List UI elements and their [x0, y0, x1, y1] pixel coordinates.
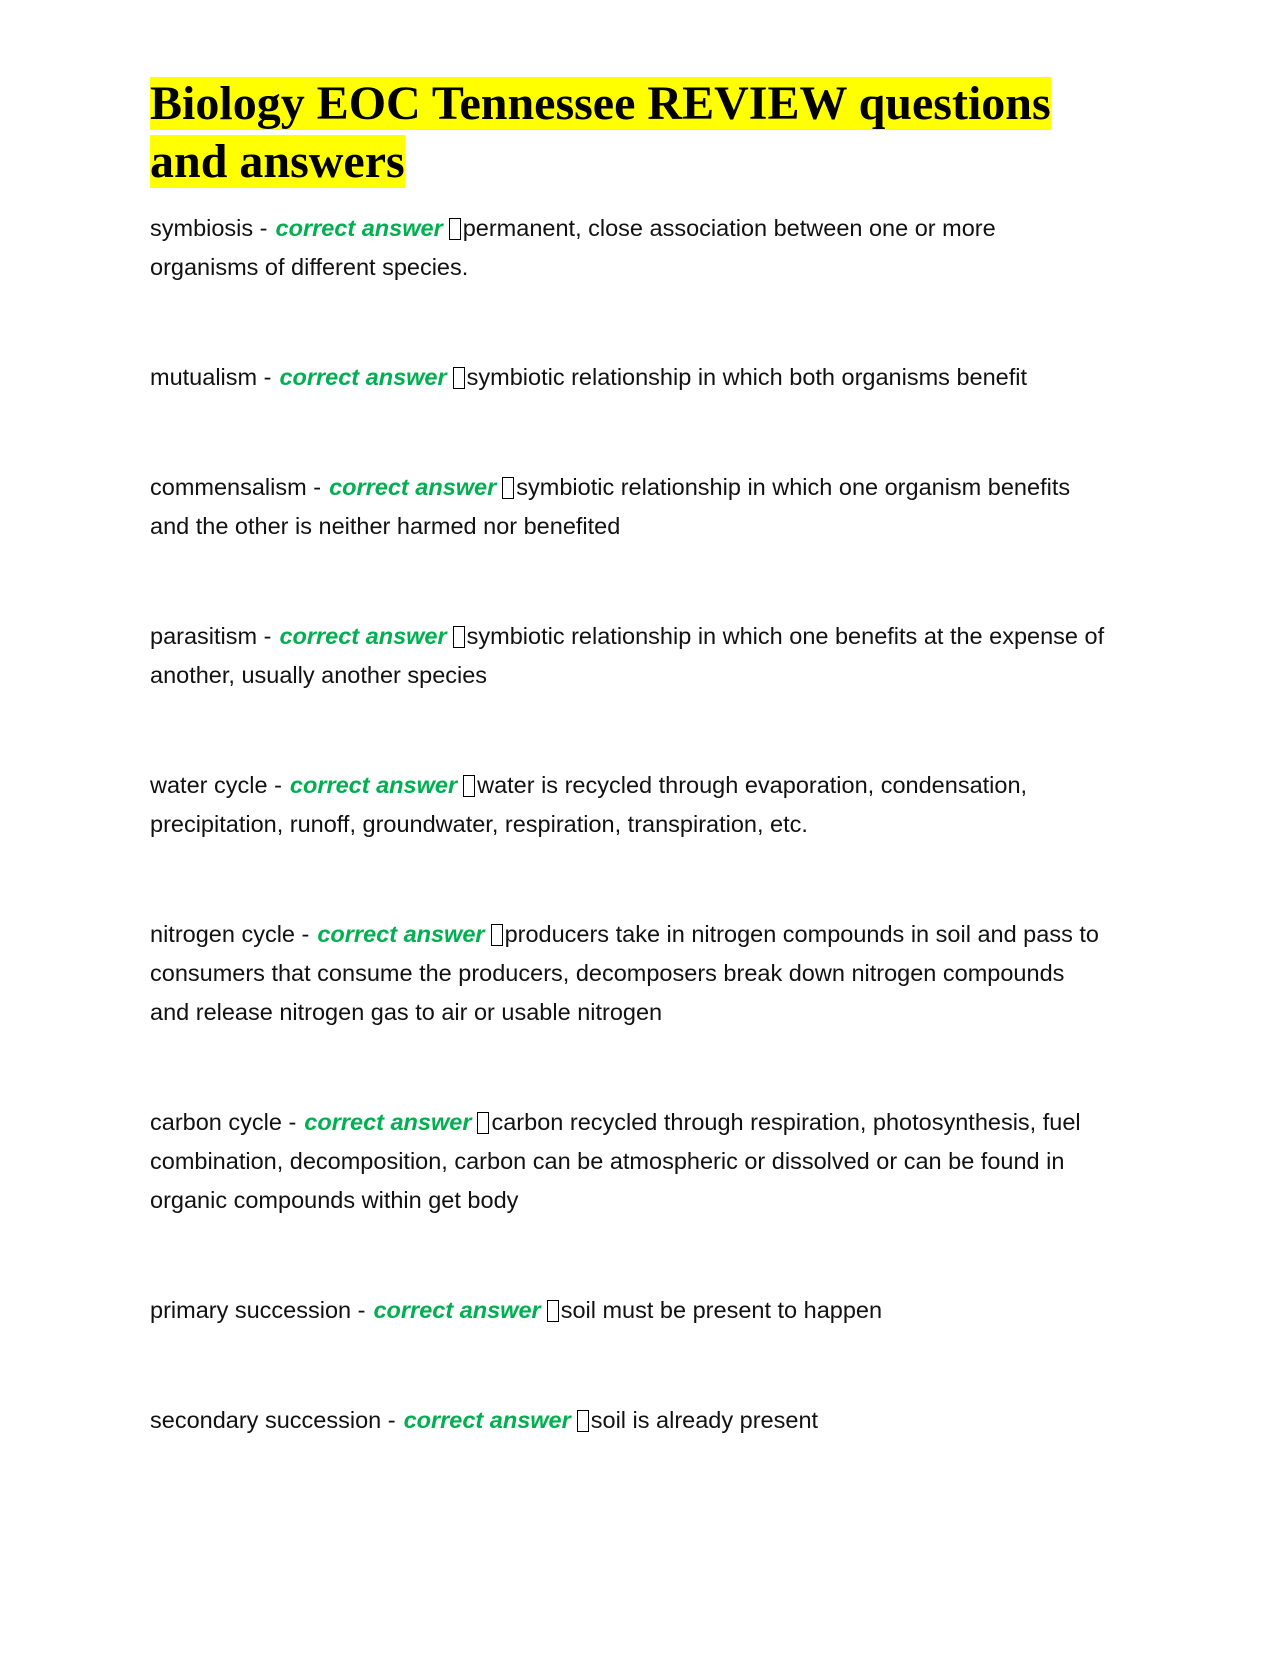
definition: producers take in nitrogen compounds in soil and pass to consumers that consume the producers, decomposers break down nitrogen compounds and release nitrogen gas to air or usable nitrogen — [150, 921, 1099, 1025]
correct-answer-label: correct answer — [317, 921, 485, 947]
title-text: Biology EOC Tennessee REVIEW questions and answers — [150, 77, 1051, 188]
qa-entry — [150, 1291, 1110, 1330]
missing-glyph-icon — [449, 218, 461, 240]
qa-entry — [150, 1401, 1110, 1440]
qa-entry — [150, 766, 1110, 844]
correct-answer-label: correct answer — [304, 1109, 472, 1135]
document-title — [150, 75, 1110, 191]
definition: permanent, close association between one or more organisms of different species. — [150, 215, 996, 280]
document-page — [150, 75, 1110, 1511]
definition: soil must be present to happen — [560, 1297, 883, 1323]
term: mutualism - — [150, 364, 272, 390]
qa-entry — [150, 1103, 1110, 1220]
correct-answer-label: correct answer — [289, 772, 458, 798]
term: nitrogen cycle - — [150, 921, 310, 947]
definition: water is recycled through evaporation, condensation, precipitation, runoff, groundwater, respiration, transpiration, etc. — [150, 772, 1028, 837]
term: water cycle - — [150, 772, 282, 798]
term: carbon cycle - — [150, 1109, 297, 1135]
definition: carbon recycled through respiration, photosynthesis, fuel combination, decomposition, carbon can be atmospheric or dissolved or can be found in organic compounds within get body — [150, 1109, 1081, 1213]
missing-glyph-icon — [463, 775, 475, 797]
correct-answer-label: correct answer — [275, 215, 443, 241]
term: commensalism - — [150, 474, 322, 500]
term: primary succession - — [150, 1297, 366, 1323]
term: secondary succession - — [150, 1407, 396, 1433]
correct-answer-label: correct answer — [403, 1407, 571, 1433]
definition: symbiotic relationship in which one benefits at the expense of another, usually another species — [150, 623, 1105, 688]
missing-glyph-icon — [502, 477, 514, 499]
qa-entry — [150, 468, 1110, 546]
missing-glyph-icon — [491, 924, 503, 946]
qa-entry — [150, 915, 1110, 1032]
missing-glyph-icon — [453, 367, 465, 389]
term: symbiosis - — [150, 215, 268, 241]
missing-glyph-icon — [547, 1300, 559, 1322]
correct-answer-label: correct answer — [279, 364, 447, 390]
qa-entry — [150, 358, 1110, 397]
correct-answer-label: correct answer — [279, 623, 447, 649]
definition: symbiotic relationship in which both organisms benefit — [466, 364, 1028, 390]
correct-answer-label: correct answer — [373, 1297, 541, 1323]
qa-entry — [150, 617, 1110, 695]
definition: soil is already present — [590, 1407, 819, 1433]
qa-entry — [150, 209, 1110, 287]
missing-glyph-icon — [577, 1410, 589, 1432]
definition: symbiotic relationship in which one organism benefits and the other is neither harmed nor benefited — [150, 474, 1071, 539]
correct-answer-label: correct answer — [329, 474, 497, 500]
missing-glyph-icon — [477, 1112, 489, 1134]
term: parasitism - — [150, 623, 272, 649]
entry-list — [150, 209, 1110, 1440]
missing-glyph-icon — [453, 626, 465, 648]
